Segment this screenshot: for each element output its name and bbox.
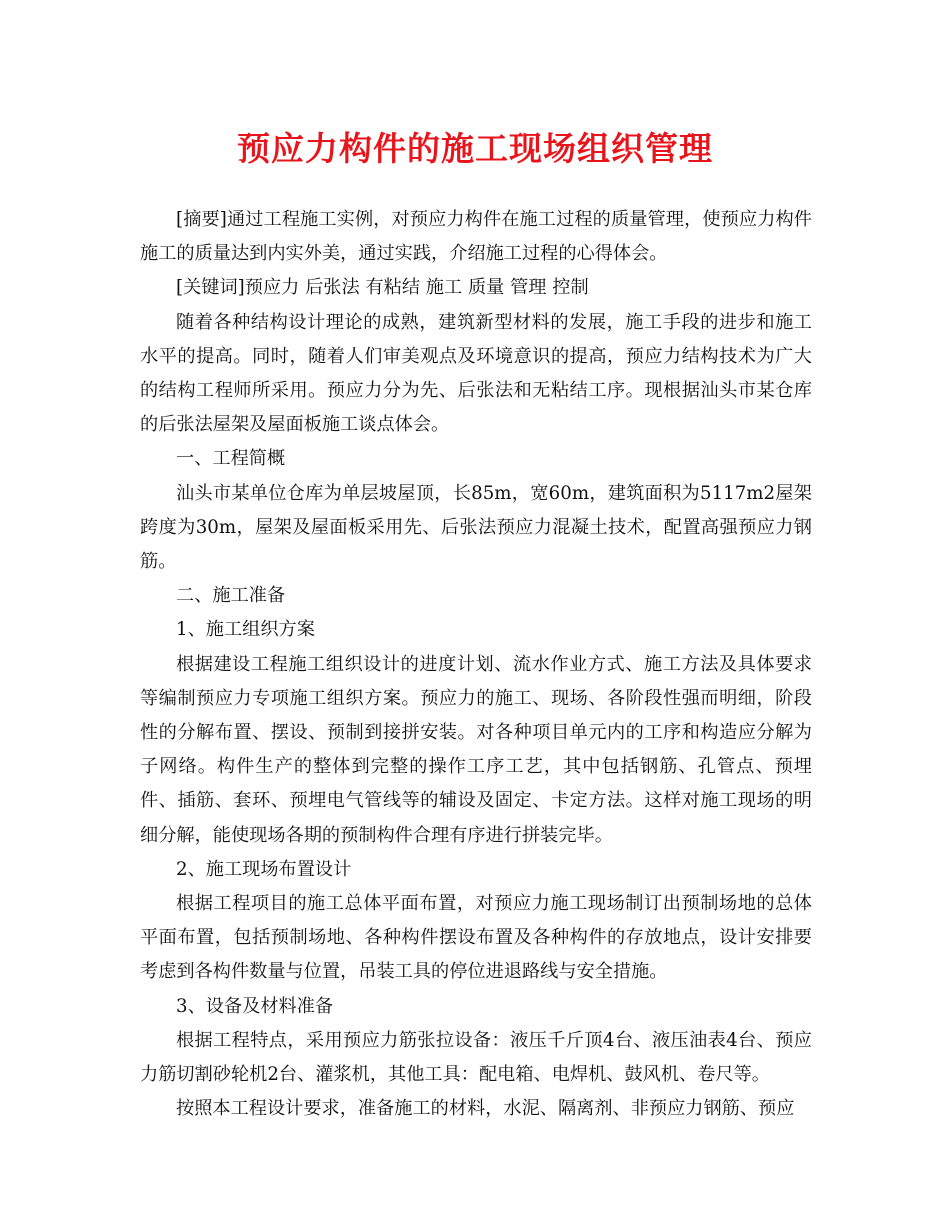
page-title: 预应力构件的施工现场组织管理 [237,129,713,168]
section-heading-2: 二、施工准备 [176,585,286,607]
document-body [140,203,812,1126]
subsection-heading-2: 2、施工现场布置设计 [176,858,352,880]
keywords-paragraph: [关键词]预应力 后张法 有粘结 施工 质量 管理 控制 [176,277,589,299]
project-overview-paragraph: 汕头市某单位仓库为单层坡屋顶，长85m，宽60m，建筑面积为5117m2屋架跨度为30m，屋架及屋面板采用先、后张法预应力混凝土技术，配置高强预应力钢筋。 [140,482,812,573]
site-layout-paragraph: 根据工程项目的施工总体平面布置，对预应力施工现场制订出预制场地的总体平面布置，包括预制场地、各种构件摆设布置及各种构件的存放地点，设计安排要考虑到各构件数量与位置，吊装工具的停位进退路线与安全措施。 [140,893,812,983]
subsection-heading-1: 1、施工组织方案 [176,619,315,641]
section-heading-1: 一、工程简概 [176,448,286,470]
intro-paragraph: 随着各种结构设计理论的成熟，建筑新型材料的发展，施工手段的进步和施工水平的提高。同时，随着人们审美观点及环境意识的提高，预应力结构技术为广大的结构工程师所采用。预应力分为先、后张法和无粘结工序。现根据汕头市某仓库的后张法屋架及屋面板施工谈点体会。 [140,311,812,436]
materials-paragraph: 按照本工程设计要求，准备施工的材料，水泥、隔离剂、非预应力钢筋、预应 [176,1098,795,1120]
equipment-paragraph: 根据工程特点，采用预应力筋张拉设备：液压千斤顶4台、液压油表4台、预应力筋切割砂轮机2台、灌浆机，其他工具：配电箱、电焊机、鼓风机、卷尺等。 [140,1029,812,1086]
subsection-heading-3: 3、设备及材料准备 [176,995,334,1017]
abstract-paragraph: [摘要]通过工程施工实例，对预应力构件在施工过程的质量管理，使预应力构件施工的质量达到内实外美，通过实践，介绍施工过程的心得体会。 [140,209,812,265]
organization-plan-paragraph: 根据建设工程施工组织设计的进度计划、流水作业方式、施工方法及具体要求等编制预应力专项施工组织方案。预应力的施工、现场、各阶段性强而明细，阶段性的分解布置、摆设、预制到接拼安装。对各种项目单元内的工序和构造应分解为子网络。构件生产的整体到完整的操作工序工艺，其中包括钢筋、孔管点、预埋件、插筋、套环、预埋电气管线等的辅设及固定、卡定方法。这样对施工现场的明细分解，能使现场各期的预制构件合理有序进行拼装完毕。 [140,653,812,846]
